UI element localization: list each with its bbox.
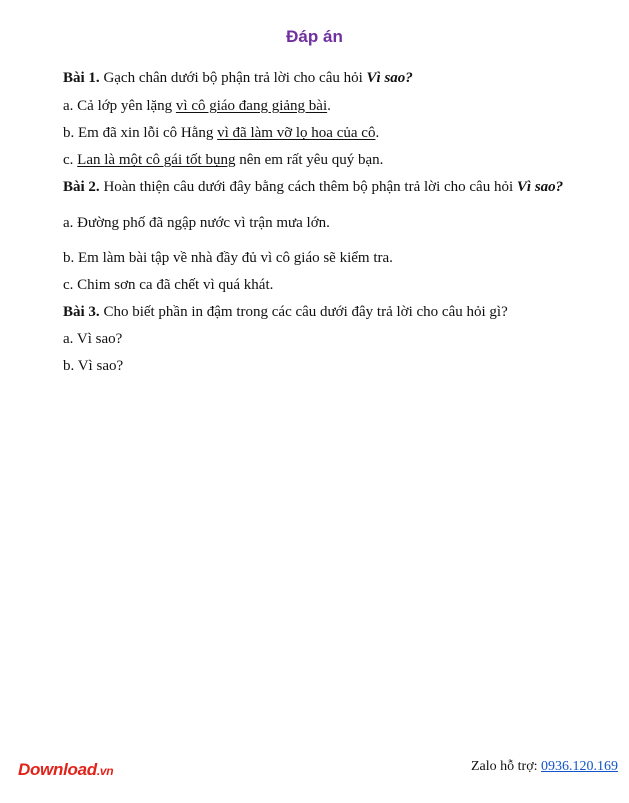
logo-tld-text: .vn — [96, 764, 114, 778]
bai2-prompt — [63, 178, 563, 196]
bai1-b-prefix: b. Em đã xin lỗi cô Hằng — [63, 125, 218, 141]
bai2-answer-b: b. Em làm bài tập về nhà đầy đủ vì cô giáo sẽ kiểm tra. — [63, 250, 393, 266]
bai3-label: Bài 3. — [63, 304, 100, 320]
support-label: Zalo hỗ trợ: — [471, 759, 541, 774]
bai3-text: Cho biết phần in đậm trong các câu dưới đây trả lời cho câu hỏi gì? — [99, 304, 508, 320]
bai1-a-prefix: a. Cả lớp yên lặng — [63, 98, 176, 114]
page-title: Đáp án — [286, 27, 343, 46]
bai1-c-prefix: c. — [63, 152, 78, 168]
bai2-answer-c: c. Chim sơn ca đã chết vì quá khát. — [63, 277, 274, 293]
bai2-question: Vì sao? — [516, 179, 564, 195]
bai1-answer-c — [63, 151, 383, 169]
bai3-answer-a: a. Vì sao? — [63, 331, 123, 347]
bai1-answer-a — [63, 97, 331, 115]
bai1-a-underlined: vì cô giáo đang giảng bài — [175, 98, 328, 114]
logo-main-text: Download — [18, 760, 97, 779]
bai1-text: Gạch chân dưới bộ phận trả lời cho câu hỏi — [99, 70, 367, 86]
bai3-answer-b: b. Vì sao? — [63, 358, 124, 374]
support-phone-link[interactable]: 0936.120.169 — [541, 759, 618, 774]
bai1-label: Bài 1. — [63, 70, 100, 86]
bai1-a-suffix: . — [327, 98, 331, 114]
bai1-answer-b — [63, 124, 379, 142]
bai2-text: Hoàn thiện câu dưới đây bằng cách thêm bộ phận trả lời cho câu hỏi — [99, 179, 517, 195]
bai3-prompt — [63, 303, 508, 321]
bai1-c-underlined: Lan là một cô gái tốt bụng — [77, 152, 236, 168]
bai1-prompt — [63, 69, 413, 87]
download-logo[interactable] — [18, 760, 113, 780]
bai1-b-underlined: vì đã làm vỡ lọ hoa của cô — [217, 125, 376, 141]
bai1-question: Vì sao? — [366, 70, 413, 86]
bai2-answer-a: a. Đường phố đã ngập nước vì trận mưa lớn. — [63, 215, 330, 231]
support-contact — [471, 759, 618, 775]
bai1-b-suffix: . — [375, 125, 380, 141]
bai1-c-suffix: nên em rất yêu quý bạn. — [235, 152, 384, 168]
bai2-label: Bài 2. — [63, 179, 100, 195]
